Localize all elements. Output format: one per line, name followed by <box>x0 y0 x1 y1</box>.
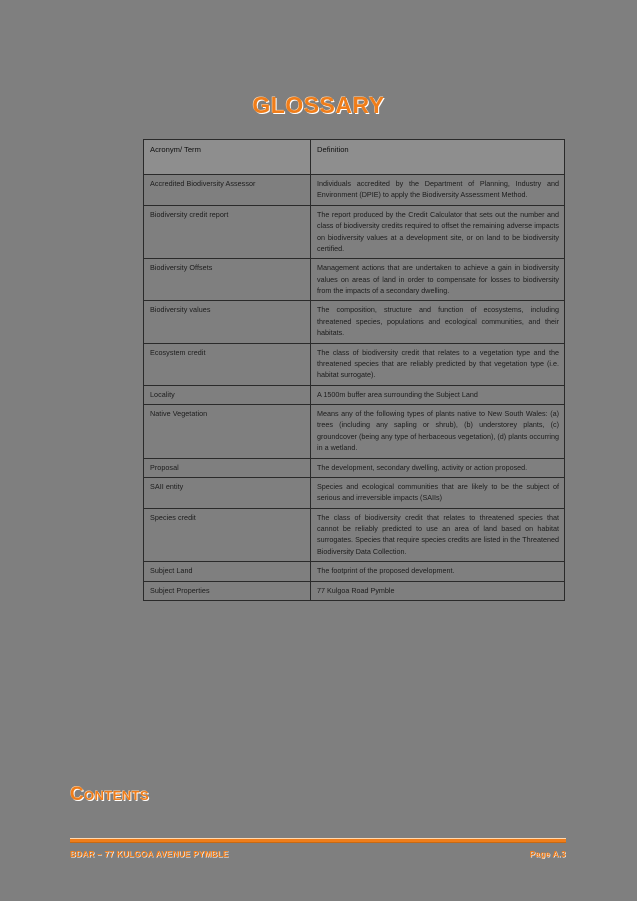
glossary-term: Biodiversity Offsets <box>144 259 311 301</box>
glossary-definition: The class of biodiversity credit that relates to a vegetation type and the threatened species that are reliably predicted by that vegetation type (i.e. habitat surrogate). <box>311 343 565 385</box>
glossary-term: SAII entity <box>144 477 311 508</box>
page-footer <box>70 850 566 859</box>
table-row <box>144 205 565 259</box>
glossary-term: Locality <box>144 385 311 404</box>
glossary-definition: The composition, structure and function of ecosystems, including threatened species, populations and ecological communities, and their habitats. <box>311 301 565 343</box>
glossary-term: Native Vegetation <box>144 405 311 459</box>
table-row <box>144 259 565 301</box>
glossary-definition: The class of biodiversity credit that relates to threatened species that cannot be reliably predicted to use an area of land based on habitat surrogates. Species that require species credits are listed in the Threatened Biodiversity Data Collection. <box>311 508 565 562</box>
glossary-term: Ecosystem credit <box>144 343 311 385</box>
glossary-definition: The report produced by the Credit Calculator that sets out the number and class of biodiversity credits required to offset the remaining adverse impacts on biodiversity values at a development site, or on land to be biodiversity certified. <box>311 205 565 259</box>
table-row <box>144 562 565 581</box>
glossary-table <box>143 139 565 601</box>
glossary-term: Proposal <box>144 458 311 477</box>
table-row <box>144 508 565 562</box>
table-row <box>144 477 565 508</box>
page-title: GLOSSARY <box>252 92 385 118</box>
glossary-definition: Means any of the following types of plants native to New South Wales: (a) trees (including any sapling or shrub), (b) understorey plants, (c) groundcover (being any type of herbaceous vegetation), (d) plants occurring in a wetland. <box>311 405 565 459</box>
glossary-term: Subject Land <box>144 562 311 581</box>
table-row <box>144 301 565 343</box>
glossary-definition: The development, secondary dwelling, activity or action proposed. <box>311 458 565 477</box>
glossary-term: Subject Properties <box>144 581 311 600</box>
glossary-term: Accredited Biodiversity Assessor <box>144 175 311 206</box>
table-row <box>144 458 565 477</box>
glossary-definition: 77 Kulgoa Road Pymble <box>311 581 565 600</box>
table-header-row <box>144 140 565 175</box>
glossary-definition: The footprint of the proposed development. <box>311 562 565 581</box>
footer-page-number: Page A.3 <box>529 850 566 859</box>
table-row <box>144 175 565 206</box>
footer-document-title: BDAR – 77 KULGOA AVENUE PYMBLE <box>70 850 229 859</box>
table-row <box>144 405 565 459</box>
glossary-term: Biodiversity credit report <box>144 205 311 259</box>
table-row <box>144 385 565 404</box>
glossary-definition: Individuals accredited by the Department of Planning, Industry and Environment (DPIE) to apply the Biodiversity Assessment Method. <box>311 175 565 206</box>
table-row <box>144 343 565 385</box>
glossary-term: Species credit <box>144 508 311 562</box>
glossary-definition: A 1500m buffer area surrounding the Subject Land <box>311 385 565 404</box>
column-header-definition: Definition <box>311 140 565 175</box>
glossary-definition: Species and ecological communities that are likely to be the subject of serious and irreversible impacts (SAIIs) <box>311 477 565 508</box>
glossary-definition: Management actions that are undertaken to achieve a gain in biodiversity values on areas of land in order to compensate for losses to biodiversity from the impacts of a secondary dwelling. <box>311 259 565 301</box>
table-row <box>144 581 565 600</box>
contents-heading: Contents <box>70 784 150 805</box>
footer-divider <box>70 838 566 843</box>
column-header-term: Acronym/ Term <box>144 140 311 175</box>
glossary-term: Biodiversity values <box>144 301 311 343</box>
